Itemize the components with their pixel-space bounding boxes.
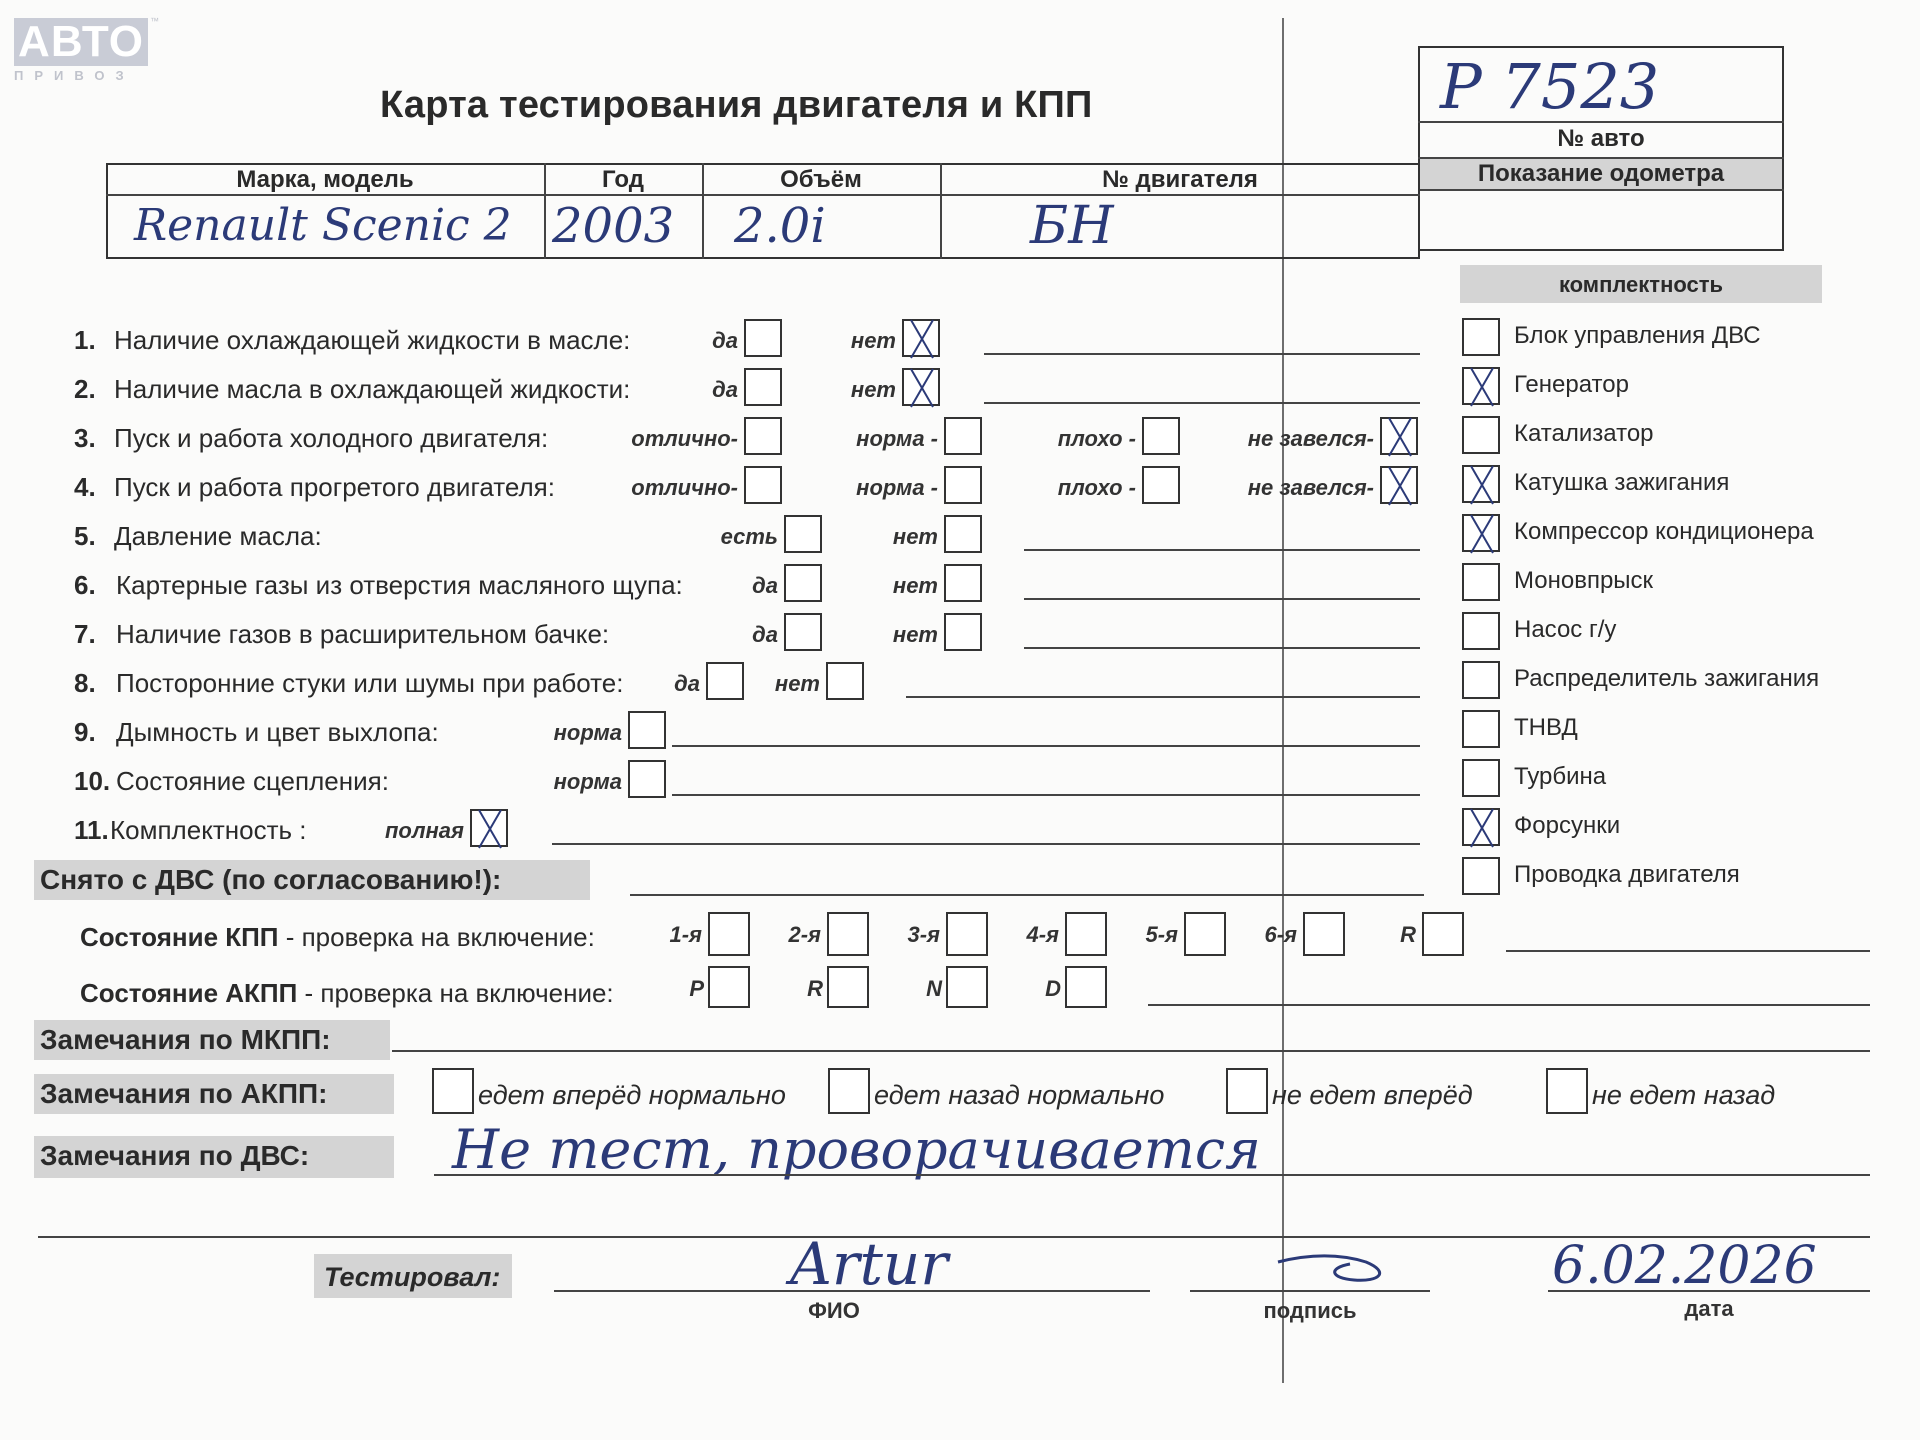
gear-checkbox[interactable]: [1184, 912, 1226, 956]
sign-line: [1190, 1290, 1430, 1292]
engine-number-value[interactable]: БН: [1030, 196, 1114, 256]
answer-line: [906, 696, 1420, 698]
answer-line: [552, 843, 1420, 845]
gear-label: 6-я: [1264, 922, 1297, 947]
gear-label: 3-я: [907, 922, 940, 947]
removed-line: [630, 894, 1424, 896]
question-number: 5.: [74, 521, 96, 551]
option-label: нет: [892, 622, 938, 647]
akpp-mode-checkbox[interactable]: [827, 966, 869, 1008]
kit-checkbox[interactable]: [1462, 612, 1500, 650]
akpp-mode-checkbox[interactable]: [946, 966, 988, 1008]
option-label: норма: [553, 769, 622, 794]
question-text: Картерные газы из отверстия масляного щупа:: [116, 570, 683, 600]
dvs-remarks-label: Замечания по ДВС:: [40, 1140, 310, 1171]
kit-checkbox[interactable]: [1462, 367, 1500, 405]
table-divider: [106, 194, 1420, 196]
option-checkbox[interactable]: [1142, 466, 1180, 504]
option-checkbox[interactable]: [628, 711, 666, 749]
option-label: отлично-: [631, 475, 738, 500]
option-checkbox[interactable]: [744, 466, 782, 504]
question-text: Комплектность :: [110, 815, 307, 845]
kpp-label: [80, 922, 595, 953]
kit-title: комплектность: [1558, 272, 1724, 297]
kpp-label-bold: Состояние КПП: [80, 922, 279, 952]
akpp-mode-checkbox[interactable]: [1065, 966, 1107, 1008]
akpp-remark-label: едет вперёд нормально: [478, 1080, 786, 1110]
question-number: 6.: [74, 570, 96, 600]
logo: АВТО: [14, 18, 148, 66]
kit-item-label: Катализатор: [1514, 420, 1654, 447]
option-label: нет: [774, 671, 820, 696]
akpp-remark-label: едет назад нормально: [874, 1080, 1165, 1110]
option-label: полная: [384, 818, 464, 843]
question-number: 8.: [74, 668, 96, 698]
option-checkbox[interactable]: [784, 515, 822, 553]
question-number: 1.: [74, 325, 96, 355]
divider: [1418, 189, 1784, 191]
option-label: отлично-: [631, 426, 738, 451]
gear-label: 2-я: [788, 922, 821, 947]
option-label: да: [674, 671, 700, 696]
answer-line: [672, 745, 1420, 747]
gear-label: 1-я: [669, 922, 702, 947]
option-label: не завелся-: [1247, 426, 1374, 451]
option-checkbox[interactable]: [706, 662, 744, 700]
question-number: 10.: [74, 766, 111, 796]
option-checkbox[interactable]: [902, 368, 940, 406]
answer-line: [672, 794, 1420, 796]
kpp-label-rest: - проверка на включение:: [278, 922, 595, 952]
answer-line: [984, 353, 1420, 355]
logo-trademark: ™: [150, 16, 159, 26]
option-checkbox[interactable]: [944, 466, 982, 504]
kit-item-label: Катушка зажигания: [1514, 469, 1730, 496]
dvs-remarks-value[interactable]: Не тест, проворачивается: [452, 1118, 1261, 1181]
option-label: норма: [553, 720, 622, 745]
kit-checkbox[interactable]: [1462, 808, 1500, 846]
dvs-line: [434, 1174, 1870, 1176]
kit-item-label: Насос г/у: [1514, 616, 1617, 643]
option-checkbox[interactable]: [744, 319, 782, 357]
answer-line: [1024, 549, 1420, 551]
akpp-mode-checkbox[interactable]: [708, 966, 750, 1008]
option-checkbox[interactable]: [744, 368, 782, 406]
gear-label: 5-я: [1145, 922, 1178, 947]
option-checkbox[interactable]: [784, 613, 822, 651]
option-checkbox[interactable]: [1142, 417, 1180, 455]
question-text: Посторонние стуки или шумы при работе:: [116, 668, 624, 698]
tester-name[interactable]: Artur: [790, 1230, 948, 1298]
gear-checkbox[interactable]: [1065, 912, 1107, 956]
col-engine-number: № двигателя: [1102, 166, 1258, 193]
question-text: Пуск и работа прогретого двигателя:: [114, 472, 555, 502]
option-checkbox[interactable]: [628, 760, 666, 798]
akpp-label-bold: Состояние АКПП: [80, 978, 298, 1008]
kit-item-label: Распределитель зажигания: [1514, 665, 1820, 692]
option-label: да: [752, 622, 778, 647]
option-label: нет: [850, 377, 896, 402]
col-volume: Объём: [780, 166, 862, 193]
kit-item-label: Моновпрыск: [1514, 567, 1654, 594]
auto-number-label: № авто: [1557, 125, 1645, 152]
kit-checkbox[interactable]: [1462, 563, 1500, 601]
logo-subtitle: ПРИВОЗ: [14, 68, 135, 83]
kit-item-label: Блок управления ДВС: [1514, 322, 1761, 349]
akpp-remark-checkbox[interactable]: [828, 1068, 870, 1114]
option-checkbox[interactable]: [944, 613, 982, 651]
akpp-remarks-label: Замечания по АКПП:: [40, 1078, 328, 1109]
option-checkbox[interactable]: [944, 564, 982, 602]
akpp-remark-checkbox[interactable]: [1546, 1068, 1588, 1114]
option-checkbox[interactable]: [470, 809, 508, 847]
name-caption: ФИО: [808, 1298, 860, 1323]
sign-caption: подпись: [1263, 1298, 1357, 1323]
option-checkbox[interactable]: [784, 564, 822, 602]
option-checkbox[interactable]: [826, 662, 864, 700]
kit-item-label: Турбина: [1514, 763, 1607, 790]
gear-label: R: [1400, 922, 1416, 947]
signature-mark: [1270, 1248, 1400, 1288]
gear-checkbox[interactable]: [1422, 912, 1464, 956]
question-number: 2.: [74, 374, 96, 404]
gear-checkbox[interactable]: [946, 912, 988, 956]
kit-item-label: Компрессор кондиционера: [1514, 518, 1814, 545]
option-label: плохо -: [1057, 426, 1136, 451]
kit-checkbox[interactable]: [1462, 857, 1500, 895]
question-text: Дымность и цвет выхлопа:: [116, 717, 439, 747]
kit-item-label: Проводка двигателя: [1514, 861, 1740, 888]
option-label: норма -: [856, 475, 938, 500]
option-label: нет: [892, 524, 938, 549]
auto-number-value[interactable]: Р 7523: [1440, 50, 1660, 123]
answer-line: [1024, 598, 1420, 600]
option-label: норма -: [856, 426, 938, 451]
gear-label: 4-я: [1026, 922, 1059, 947]
option-checkbox[interactable]: [944, 515, 982, 553]
option-label: да: [712, 328, 738, 353]
gear-checkbox[interactable]: [1303, 912, 1345, 956]
akpp-label: [80, 978, 614, 1009]
akpp-line: [1148, 1004, 1870, 1006]
question-text: Наличие охлаждающей жидкости в масле:: [114, 325, 631, 355]
question-number: 7.: [74, 619, 96, 649]
option-checkbox[interactable]: [744, 417, 782, 455]
col-year: Год: [602, 166, 644, 193]
page-title: Карта тестирования двигателя и КПП: [380, 84, 1093, 126]
kit-checkbox[interactable]: [1462, 710, 1500, 748]
kit-item-label: Генератор: [1514, 371, 1629, 398]
make-model-value[interactable]: Renault Scenic 2: [134, 200, 512, 251]
option-label: плохо -: [1057, 475, 1136, 500]
gear-checkbox[interactable]: [708, 912, 750, 956]
odometer-label: Показание одометра: [1477, 160, 1725, 187]
option-checkbox[interactable]: [902, 319, 940, 357]
question-number: 3.: [74, 423, 96, 453]
option-label: нет: [892, 573, 938, 598]
kit-item-label: ТНВД: [1514, 714, 1578, 741]
question-number: 4.: [74, 472, 96, 502]
date-line: [1548, 1290, 1870, 1292]
kit-checkbox[interactable]: [1462, 318, 1500, 356]
option-label: не завелся-: [1247, 475, 1374, 500]
option-checkbox[interactable]: [1380, 466, 1418, 504]
akpp-mode-label: N: [926, 976, 942, 1001]
answer-line: [984, 402, 1420, 404]
akpp-mode-label: R: [807, 976, 823, 1001]
answer-line: [1024, 647, 1420, 649]
option-label: да: [752, 573, 778, 598]
tester-label: Тестировал:: [324, 1262, 501, 1292]
kpp-line: [1506, 950, 1870, 952]
removed-label: Снято с ДВС (по согласованию!):: [40, 864, 502, 895]
option-checkbox[interactable]: [944, 417, 982, 455]
akpp-remark-checkbox[interactable]: [1226, 1068, 1268, 1114]
option-checkbox[interactable]: [1380, 417, 1418, 455]
question-text: Состояние сцепления:: [116, 766, 389, 796]
kit-checkbox[interactable]: [1462, 514, 1500, 552]
question-number: 9.: [74, 717, 96, 747]
col-make-model: Марка, модель: [236, 166, 414, 193]
option-label: да: [712, 377, 738, 402]
volume-value[interactable]: 2.0і: [734, 198, 826, 254]
kit-checkbox[interactable]: [1462, 759, 1500, 797]
option-label: есть: [720, 524, 778, 549]
year-value[interactable]: 2003: [552, 198, 675, 254]
kit-item-label: Форсунки: [1514, 812, 1621, 839]
name-line: [554, 1290, 1150, 1292]
question-text: Наличие масла в охлаждающей жидкости:: [114, 374, 631, 404]
akpp-remark-label: не едет назад: [1592, 1080, 1776, 1110]
date-caption: дата: [1684, 1296, 1734, 1321]
gear-checkbox[interactable]: [827, 912, 869, 956]
mkpp-line: [392, 1050, 1870, 1052]
test-date[interactable]: 6.02.2026: [1552, 1236, 1817, 1296]
mkpp-remarks-label: Замечания по МКПП:: [40, 1024, 331, 1055]
question-text: Давление масла:: [114, 521, 322, 551]
question-text: Наличие газов в расширительном бачке:: [116, 619, 610, 649]
question-text: Пуск и работа холодного двигателя:: [114, 423, 549, 453]
akpp-remark-label: не едет вперёд: [1272, 1080, 1473, 1110]
kit-checkbox[interactable]: [1462, 661, 1500, 699]
kit-checkbox[interactable]: [1462, 416, 1500, 454]
kit-checkbox[interactable]: [1462, 465, 1500, 503]
question-number: 11.: [74, 815, 109, 845]
akpp-label-rest: - проверка на включение:: [297, 978, 614, 1008]
akpp-mode-label: D: [1045, 976, 1061, 1001]
option-label: нет: [850, 328, 896, 353]
akpp-remark-checkbox[interactable]: [432, 1068, 474, 1114]
akpp-mode-label: P: [689, 976, 704, 1001]
